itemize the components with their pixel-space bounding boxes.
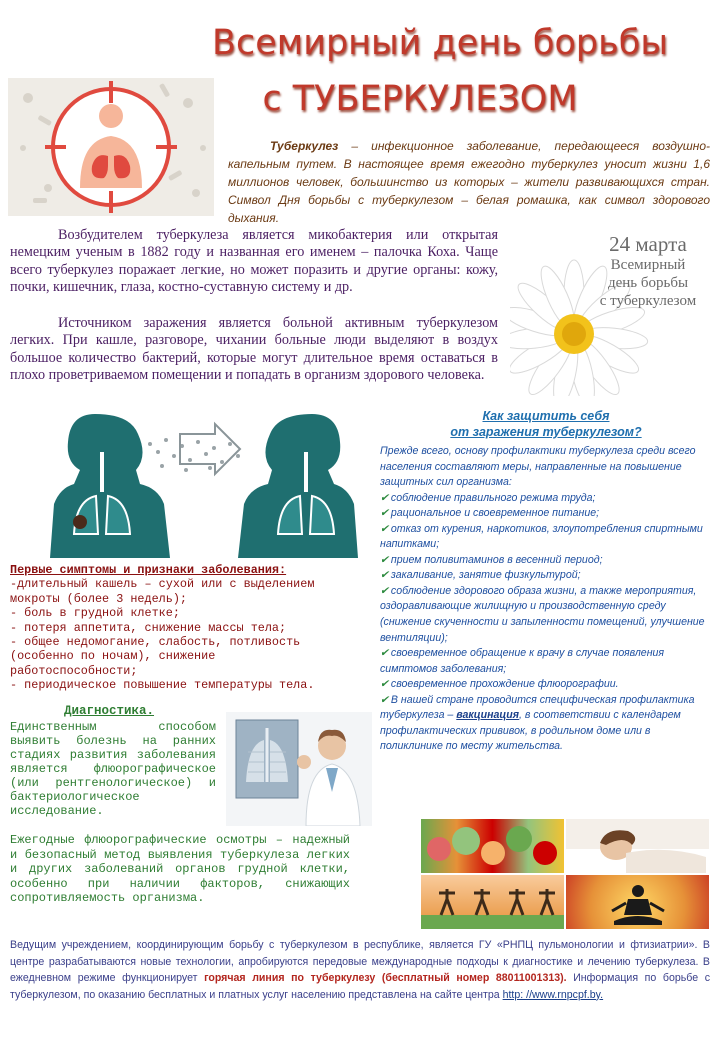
symptom-item: - периодическое повышение температуры тела.	[10, 678, 315, 693]
intro-term: Туберкулез	[270, 139, 339, 153]
protect-item: ✔ соблюдение здорового образа жизни, а также мероприятия, оздоравливающие жилищную и производственную среду (снижение скученности и запыленности помещений, улучшение вентиляции);	[380, 584, 712, 646]
vaccination-link[interactable]: вакцинация	[456, 709, 519, 722]
hotline-text: горячая линия по туберкулезу (бесплатный номер 88011001313).	[204, 972, 567, 984]
footer-text-2: Информация по борьбе с туберкулезом, по оказанию бесплатных и платных услуг населению представлена на сайте центра	[10, 972, 710, 1001]
cause-paragraph-1	[10, 227, 498, 297]
cause-text-1: Возбудителем туберкулеза является микобактерия или открытая немецким ученым в 1882 году и названная его именем – палочка Коха. Чаще всего туберкулез поражает легкие, но может поразить и другие органы: кожу, почки, кишечник, глаза, костно-суставную систему и др.	[10, 227, 498, 296]
protect-item: ✔ прием поливитаминов в весенний период;	[380, 553, 712, 569]
protect-title-line1: Как защитить себя	[482, 409, 610, 423]
vaccination-text-after: , в соответствии с календарем профилактических прививок, в родильном доме или в поликлинике по месту жительства.	[380, 709, 681, 753]
vegetables-photo	[421, 819, 564, 873]
sleeping-woman-photo	[566, 819, 709, 873]
cause-text-2: Источником заражения является больной активным туберкулезом легких. При кашле, разговоре, чихании больные люди выделяют в воздух большое количество бактерий, которые могут длительное время оставаться в плохо проветриваемом помещении и попадать в организм здорового человека.	[10, 315, 498, 384]
website-link[interactable]: http: //www.rnpcpf.by.	[502, 988, 604, 1001]
symptoms-block	[10, 563, 340, 693]
protect-item: ✔ соблюдение правильного режима труда;	[380, 491, 712, 507]
badge-line3: с туберкулезом	[599, 293, 697, 309]
transmission-illustration	[40, 404, 370, 558]
intro-paragraph	[228, 137, 710, 227]
protect-item: ✔ закаливание, занятие физкультурой;	[380, 568, 712, 584]
vaccination-text-before: В нашей стране проводится специфическая профилактика туберкулеза –	[380, 693, 695, 722]
outdoor-exercise-photo	[421, 875, 564, 929]
protect-item: ✔ своевременное прохождение флюорографии.	[380, 677, 712, 693]
protect-item: ✔ рациональное и своевременное питание;	[380, 506, 712, 522]
meditation-photo	[566, 875, 709, 929]
doctor-xray-illustration	[226, 712, 372, 826]
healthy-lifestyle-collage	[421, 819, 709, 929]
diagnostics-text-1: Единственным способом выявить болезнь на ранних стадиях развития заболевания является флюорографическое (или рентгенологическое) и бактериологическое исследование.	[10, 720, 216, 818]
symptom-item: -длительный кашель – сухой или с выделением мокроты (более 3 недель);	[10, 577, 315, 606]
protect-item: ✔ отказ от курения, наркотиков, злоупотребления спиртными напитками;	[380, 522, 712, 553]
footer-text-1: Ведущим учреждением, координирующим борьбу с туберкулезом в республике, является ГУ «РНПЦ пульмонологии и фтизиатрии». В центре разрабатываются новые технологии, апробируются передовые международные подходы к диагностике и лечению туберкулеза. В ежедневном режиме функционирует	[10, 939, 710, 984]
footer-paragraph	[10, 937, 710, 1003]
protect-item: ✔ своевременное обращение к врачу в случае появления симптомов заболевания;	[380, 646, 712, 677]
page-title-line1: Всемирный день борьбы	[212, 23, 668, 63]
intro-text: – инфекционное заболевание, передающееся воздушно-капельным путем. В настоящее время ежегодно туберкулез уносит жизни 1,6 миллионов человек, большинство из которых – жители развивающихся стран. Символ Дня борьбы с туберкулезом – белая ромашка, как символ здорового дыхания.	[228, 139, 710, 225]
page-title-line2: с ТУБЕРКУЛЕЗОМ	[262, 79, 578, 119]
diagnostics-text-2: Ежегодные флюорографические осмотры – надежный и безопасный метод выявления туберкулеза легких и других заболеваний органов грудной клетки, особенно при наличии факторов, снижающих сопротивляемость организма.	[10, 833, 350, 905]
symptom-item: - боль в грудной клетке;	[10, 606, 180, 621]
protect-title	[380, 408, 712, 440]
badge-date: 24 марта	[609, 232, 687, 256]
symptoms-title: Первые симптомы и признаки заболевания:	[10, 563, 287, 577]
diagnostics-title: Диагностика.	[64, 704, 155, 718]
protect-item-vaccination	[380, 693, 712, 755]
protect-title-line2: от заражения туберкулезом?	[450, 425, 642, 439]
protect-intro: Прежде всего, основу профилактики туберкулеза среди всего населения составляют меры, направленные на повышение защитных сил организма:	[380, 445, 696, 489]
badge-line2: день борьбы	[607, 275, 689, 291]
cause-paragraph-2	[10, 315, 498, 385]
protect-list	[380, 444, 712, 755]
badge-line1: Всемирный	[610, 257, 686, 273]
daisy-badge	[510, 226, 712, 396]
lungs-target-illustration	[8, 78, 214, 216]
symptom-item: - потеря аппетита, снижение массы тела;	[10, 620, 287, 635]
symptom-item: - общее недомогание, слабость, потливость (особенно по ночам), снижение работоспособности;	[10, 635, 301, 678]
